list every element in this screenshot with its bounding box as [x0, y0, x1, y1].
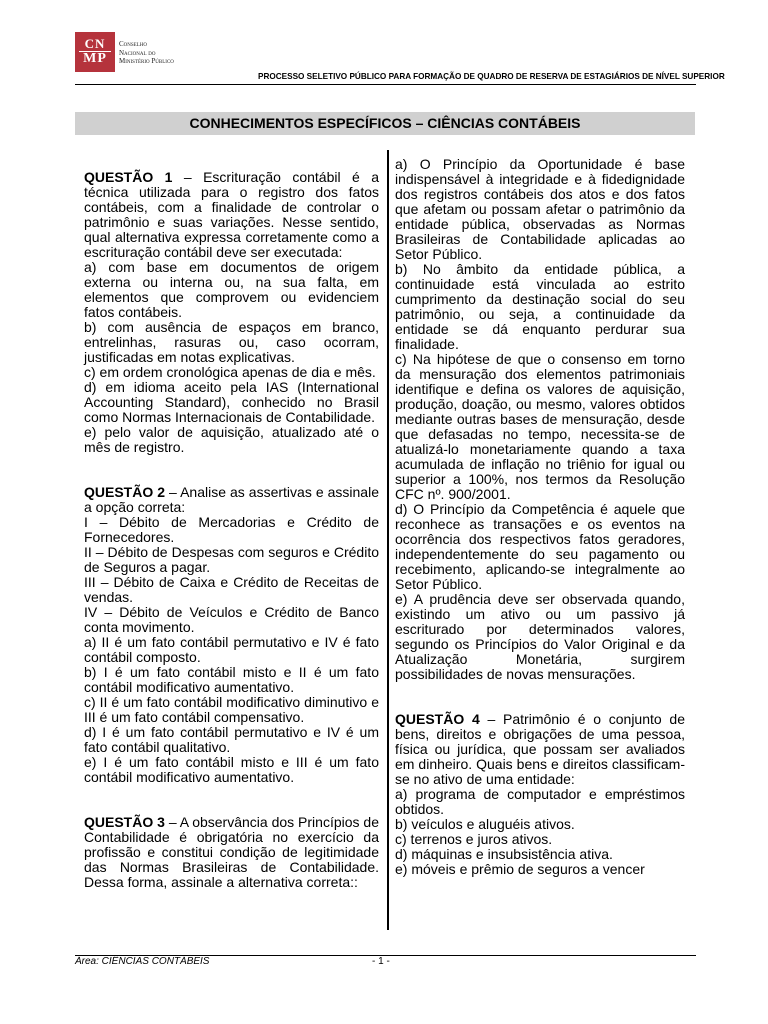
logo-mark [75, 32, 115, 72]
question-2-item-1: I – Débito de Mercadorias e Crédito de Fornecedores. [84, 514, 379, 545]
cnmp-logo [75, 32, 187, 74]
question-2-text: – Analise as assertivas e assinale a opção correta: [84, 484, 379, 515]
question-2-item-2: II – Débito de Despesas com seguros e Crédito de Seguros a pagar. [84, 544, 379, 575]
question-3 [84, 815, 379, 890]
question-2-option-b: b) I é um fato contábil misto e II é um fato contábil modificativo aumentativo. [84, 664, 379, 695]
question-3-option-e: e) A prudência deve ser observada quando, existindo um ativo ou um passivo já escriturado por determinados valores, segundo os Princípios do Valor Original e da Atualização Monetária, surgirem possibilidades de novas mensurações. [395, 591, 685, 682]
question-2 [84, 485, 379, 785]
question-2-stem [84, 485, 379, 515]
spacer [84, 785, 379, 815]
question-3-text: – A observância dos Princípios de Contabilidade é obrigatória no exercício da profissão e constitui condição de legitimidade das Normas Brasileiras de Contabilidade. Dessa forma, assinale a alternativa correta:: [84, 814, 379, 890]
question-1-text: – Escrituração contábil é a técnica utilizada para o registro dos fatos contábeis, com a finalidade de controlar o patrimônio e suas variações. Nesse sentido, qual alternativa expressa corretamente como a escrituração contábil deve ser executada: [84, 169, 380, 260]
logo-text [119, 40, 174, 66]
exam-header: PROCESSO SELETIVO PÚBLICO PARA FORMAÇÃO DE QUADRO DE RESERVA DE ESTAGIÁRIOS DE NÍVEL SUPERIOR [258, 72, 725, 81]
question-4-option-b: b) veículos e aluguéis ativos. [395, 816, 575, 832]
page-number: - 1 - [372, 956, 390, 967]
header-divider [75, 84, 696, 85]
question-4-text: – Patrimônio é o conjunto de bens, direitos e obrigações de uma pessoa, física ou jurídica, que possam ser avaliados em dinheiro. Quais bens e direitos classificam-se no ativo de uma entidade: [395, 711, 685, 787]
column-divider [387, 150, 389, 930]
question-4-option-e: e) móveis e prêmio de seguros a vencer [395, 861, 645, 877]
question-2-option-a: a) II é um fato contábil permutativo e IV é fato contábil composto. [84, 634, 379, 665]
logo-mark-top: CN [84, 36, 106, 51]
question-1 [84, 170, 379, 455]
spacer [395, 682, 685, 712]
question-2-title: QUESTÃO 2 [84, 484, 166, 500]
right-column [395, 157, 685, 877]
logo-mark-bottom: MP [83, 51, 107, 66]
question-2-option-d: d) I é um fato contábil permutativo e IV é um fato contábil qualitativo. [84, 724, 379, 755]
question-4-option-a: a) programa de computador e empréstimos obtidos. [395, 786, 685, 817]
logo-text-line2: Nacional do [119, 48, 156, 57]
section-title: CONHECIMENTOS ESPECÍFICOS – CIÊNCIAS CONTÁBEIS [75, 112, 695, 135]
question-1-title: QUESTÃO 1 [84, 169, 173, 185]
question-1-option-d: d) em idioma aceito pela IAS (International Accounting Standard), conhecido no Brasil como Normas Internacionais de Contabilidade. [84, 379, 379, 425]
question-1-option-c: c) em ordem cronológica apenas de dia e mês. [84, 364, 376, 380]
question-2-item-3: III – Débito de Caixa e Crédito de Receitas de vendas. [84, 574, 379, 605]
logo-text-line3: Ministério Público [119, 57, 174, 65]
question-3-stem [84, 815, 379, 890]
spacer [84, 455, 379, 485]
question-3-options [395, 157, 685, 682]
question-4-option-d: d) máquinas e insubsistência ativa. [395, 846, 613, 862]
question-3-option-c: c) Na hipótese de que o consenso em torno da mensuração dos elementos patrimoniais identifique e defina os valores de aquisição, produção, doação, ou mesmo, valores obtidos mediante outras bases de mensuração, desde que defasadas no tempo, necessita-se de atualizá-lo monetariamente quando a taxa acumulada de inflação no triênio for igual ou superior a 100%, nos termos da Resolução CFC nº. 900/2001. [395, 351, 685, 502]
question-4-option-c: c) terrenos e juros ativos. [395, 831, 553, 847]
footer-area-label: Área: CIÊNCIAS CONTÁBEIS [75, 956, 210, 967]
question-3-option-b: b) No âmbito da entidade pública, a continuidade está vinculada ao estrito cumprimento da destinação social do seu patrimônio, ou seja, a continuidade da entidade se dá enquanto perdurar sua finalidade. [395, 261, 685, 352]
question-4-stem [395, 712, 685, 787]
question-3-title: QUESTÃO 3 [84, 814, 165, 830]
question-4 [395, 712, 685, 877]
question-1-option-a: a) com base em documentos de origem externa ou interna ou, na sua falta, em elementos que comprovem ou evidenciem fatos contábeis. [84, 259, 379, 320]
question-3-option-a: a) O Princípio da Oportunidade é base indispensável à integridade e à fidedignidade dos registros contábeis dos atos e dos fatos que afetam ou possam afetar o patrimônio da entidade pública, observadas as Normas Brasileiras de Contabilidade aplicadas ao Setor Público. [395, 156, 685, 262]
question-1-stem [84, 170, 379, 260]
left-column [84, 170, 379, 890]
question-4-title: QUESTÃO 4 [395, 711, 480, 727]
question-3-option-d: d) O Princípio da Competência é aquele que reconhece as transações e os eventos na ocorrência dos respectivos fatos geradores, independentemente do seu pagamento ou recebimento, aplicando-se integralmente ao Setor Público. [395, 501, 685, 592]
question-2-option-c: c) II é um fato contábil modificativo diminutivo e III é um fato contábil compensativo. [84, 694, 379, 725]
logo-text-line1: Conselho [119, 40, 148, 48]
question-2-option-e: e) I é um fato contábil misto e III é um fato contábil modificativo aumentativo. [84, 754, 379, 785]
question-1-option-e: e) pelo valor de aquisição, atualizado até o mês de registro. [84, 424, 379, 455]
question-2-item-4: IV – Débito de Veículos e Crédito de Banco conta movimento. [84, 604, 379, 635]
question-1-option-b: b) com ausência de espaços em branco, entrelinhas, rasuras ou, caso ocorram, justificadas em notas explicativas. [84, 319, 379, 365]
